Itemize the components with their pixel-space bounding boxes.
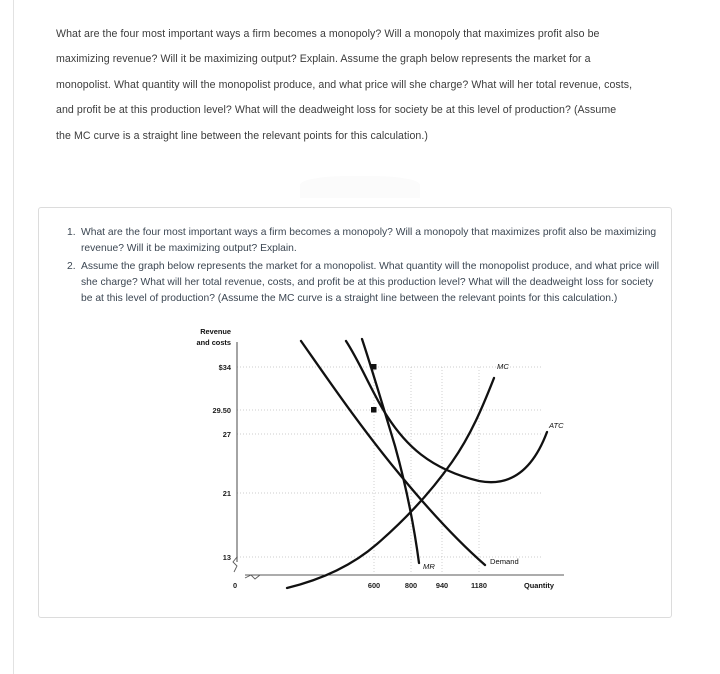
marker-q600-p2950 (371, 407, 377, 413)
label-demand: Demand (490, 557, 519, 566)
curve-demand (301, 341, 485, 565)
x-tick-800: 800 (404, 581, 418, 590)
y-tick-29-50: 29.50 (212, 406, 231, 415)
marker-q600-p34 (371, 364, 377, 370)
curve-mr (362, 339, 419, 563)
curve-mc (287, 378, 494, 588)
vertical-gridlines (374, 367, 479, 574)
question-item-1: What are the four most important ways a firm becomes a monopoly? Will a monopoly that maximizes profit also be maximizing revenue? Will it be maximizing output? Explain. (81, 227, 657, 254)
prompt-text: What are the four most important ways a firm becomes a monopoly? Will a monopoly that maximizes profit also be maximizing revenue? Will it be maximizing output? Explain. Assume the graph below represents the market for a monopolist. What quantity will the monopolist produce, and what price will she charge? What will her total revenue, costs, and profit be at this production level? What will the deadweight loss for society be at this level of production? (Assume the MC curve is a straight line between the relevant points for this calculation.) (56, 28, 633, 142)
y-axis-title-line2: and costs (196, 338, 231, 347)
origin-label: 0 (232, 581, 238, 590)
curve-atc (346, 341, 547, 482)
x-axis-title: Quantity (524, 581, 554, 590)
label-atc: ATC (549, 421, 564, 430)
x-tick-600: 600 (367, 581, 381, 590)
y-tick-13: 13 (222, 553, 231, 562)
label-mc: MC (497, 362, 509, 371)
x-tick-1180: 1180 (470, 581, 488, 590)
axis-break-marks (233, 557, 260, 579)
question-item-2: Assume the graph below represents the market for a monopolist. What quantity will the monopolist produce, and what price will she charge? What will her total revenue, costs, and profit be at this production level? What will the deadweight loss for society be at this level of production? (Assume the MC curve is a straight line between the relevant points for this calculation.) (81, 260, 660, 304)
y-axis-title-line1: Revenue (200, 327, 231, 336)
prompt-block (56, 22, 634, 149)
label-mr: MR (423, 562, 435, 571)
answer-card (38, 207, 672, 618)
question-list (49, 225, 667, 309)
monopoly-graph-svg (149, 327, 569, 590)
x-tick-940: 940 (435, 581, 449, 590)
y-tick-27: 27 (222, 430, 231, 439)
horizontal-gridlines (237, 367, 541, 557)
page-left-rule (13, 0, 14, 674)
y-tick-34: $34 (218, 363, 231, 372)
background-smudge (300, 176, 420, 198)
y-tick-21: 21 (222, 489, 231, 498)
